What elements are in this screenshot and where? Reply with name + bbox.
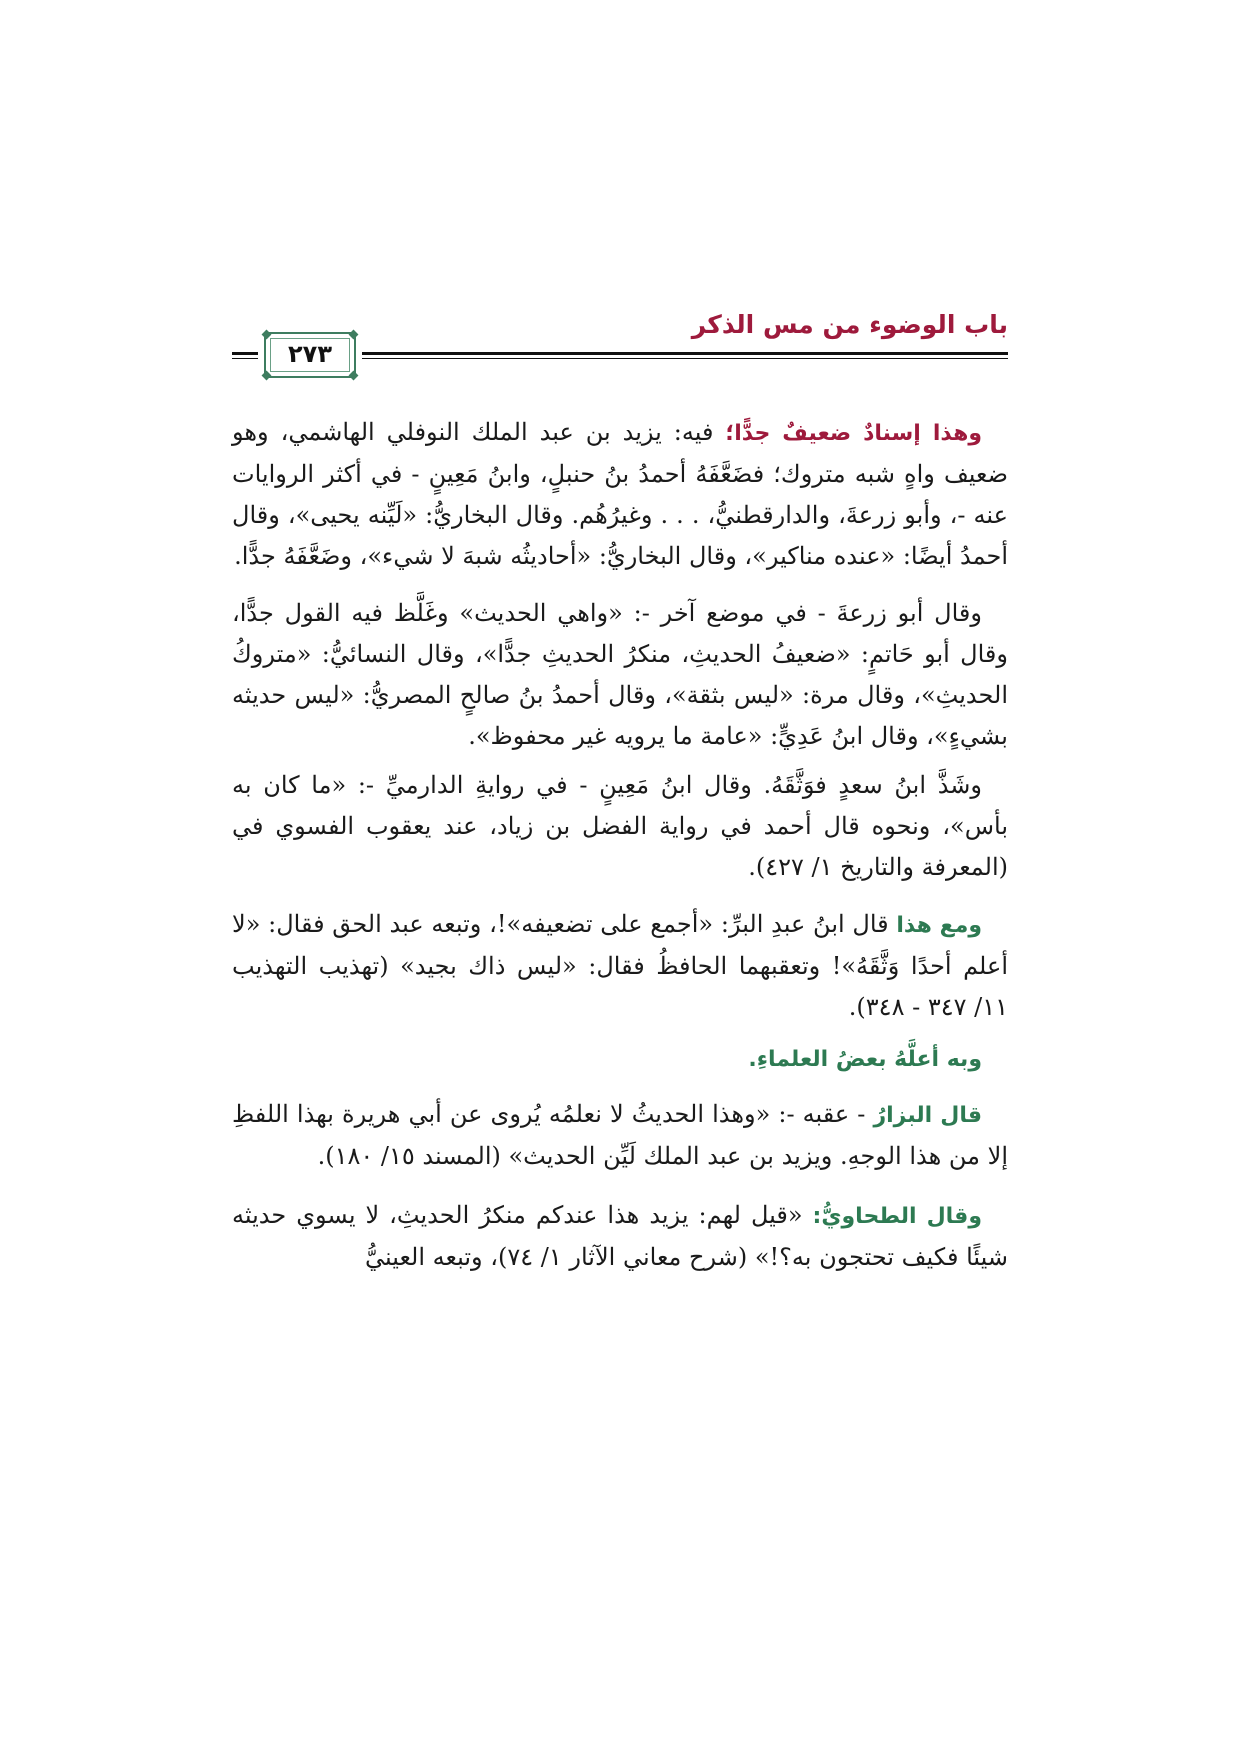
ornament-corner-icon — [349, 330, 359, 340]
header-rule-left-thin — [232, 358, 258, 359]
paragraph-text: فيه: يزيد بن عبد الملك النوفلي الهاشمي، وهو ضعيف واهٍ شبه متروك؛ فضَعَّفَهُ أحمدُ بنُ حنبلٍ، وابنُ مَعِينٍ - في أكثر الروايات عنه -، وأبو زرعةَ، والدارقطنيُّ، . . . وغيرُهُم. وقال البخاريُّ: «لَيِّنه يحيى»، وقال أحمدُ أيضًا: «عنده مناكير»، وقال البخاريُّ: «أحاديثُه شبهَ لا شيء»، وضَعَّفَهُ جدًّا. — [232, 418, 1008, 570]
paragraph-lead: وقال الطحاويُّ: — [812, 1204, 982, 1229]
ornament-corner-icon — [262, 371, 272, 381]
section-heading-text: وبه أعلَّهُ بعضُ العلماءِ. — [748, 1047, 982, 1072]
page-number: ٢٧٣ — [288, 340, 332, 368]
chapter-title: باب الوضوء من مس الذكر — [691, 310, 1008, 339]
paragraph-lead: قال البزارُ — [873, 1103, 983, 1128]
section-heading — [232, 1038, 1008, 1080]
header-rule-left — [232, 352, 258, 355]
page-body — [232, 412, 1008, 1278]
paragraph-6 — [232, 1094, 1008, 1177]
ornament-corner-icon — [262, 330, 272, 340]
paragraph-4 — [232, 904, 1008, 1028]
paragraph-text: وقال أبو زرعةَ - في موضع آخر -: «واهي الحديث» وغَلَّظ فيه القول جدًّا، وقال أبو حَاتمٍ: «ضعيفُ الحديثِ، منكرُ الحديثِ جدًّا»، وقال النسائيُّ: «متروكُ الحديثِ»، وقال مرة: «ليس بثقة»، وقال أحمدُ بنُ صالحٍ المصريُّ: «ليس حديثه بشيءٍ»، وقال ابنُ عَدِيٍّ: «عامة ما يرويه غير محفوظ». — [232, 599, 1008, 750]
paragraph-text: - عقبه -: «وهذا الحديثُ لا نعلمُه يُروى عن أبي هريرة بهذا اللفظِ إلا من هذا الوجهِ. ويزيد بن عبد الملك لَيِّن الحديث» (المسند ١٥/ ١٨٠). — [232, 1100, 1008, 1170]
paragraph-lead: وهذا إسنادٌ ضعيفٌ جدًّا؛ — [725, 421, 982, 446]
paragraph-text: وشَذَّ ابنُ سعدٍ فوَثَّقَهُ. وقال ابنُ مَعِينٍ - في روايةِ الدارميِّ -: «ما كان به بأس»، ونحوه قال أحمد في رواية الفضل بن زياد، عند يعقوب الفسوي في (المعرفة والتاريخ ١/ ٤٢٧). — [232, 771, 1008, 881]
paragraph-lead: ومع هذا — [896, 913, 982, 938]
paragraph-7 — [232, 1195, 1008, 1278]
paragraph-text: «قيل لهم: يزيد هذا عندكم منكرُ الحديثِ، لا يسوي حديثه شيئًا فكيف تحتجون به؟!» (شرح معاني الآثار ١/ ٧٤)، وتبعه العينيُّ — [232, 1201, 1008, 1271]
header-rule-thin — [362, 358, 1008, 359]
paragraph-3 — [232, 765, 1008, 888]
ornament-corner-icon — [349, 371, 359, 381]
page-number-badge — [264, 332, 356, 378]
page-header — [232, 298, 1008, 390]
paragraph-1 — [232, 412, 1008, 577]
paragraph-text: قال ابنُ عبدِ البرِّ: «أجمع على تضعيفه»!، وتبعه عبد الحق فقال: «لا أعلم أحدًا وَثَّقَهُ»! وتعقبهما الحافظُ فقال: «ليس ذاك بجيد» (تهذيب التهذيب ١١/ ٣٤٧ - ٣٤٨). — [232, 910, 1008, 1021]
header-rule — [362, 352, 1008, 355]
paragraph-2 — [232, 593, 1008, 757]
